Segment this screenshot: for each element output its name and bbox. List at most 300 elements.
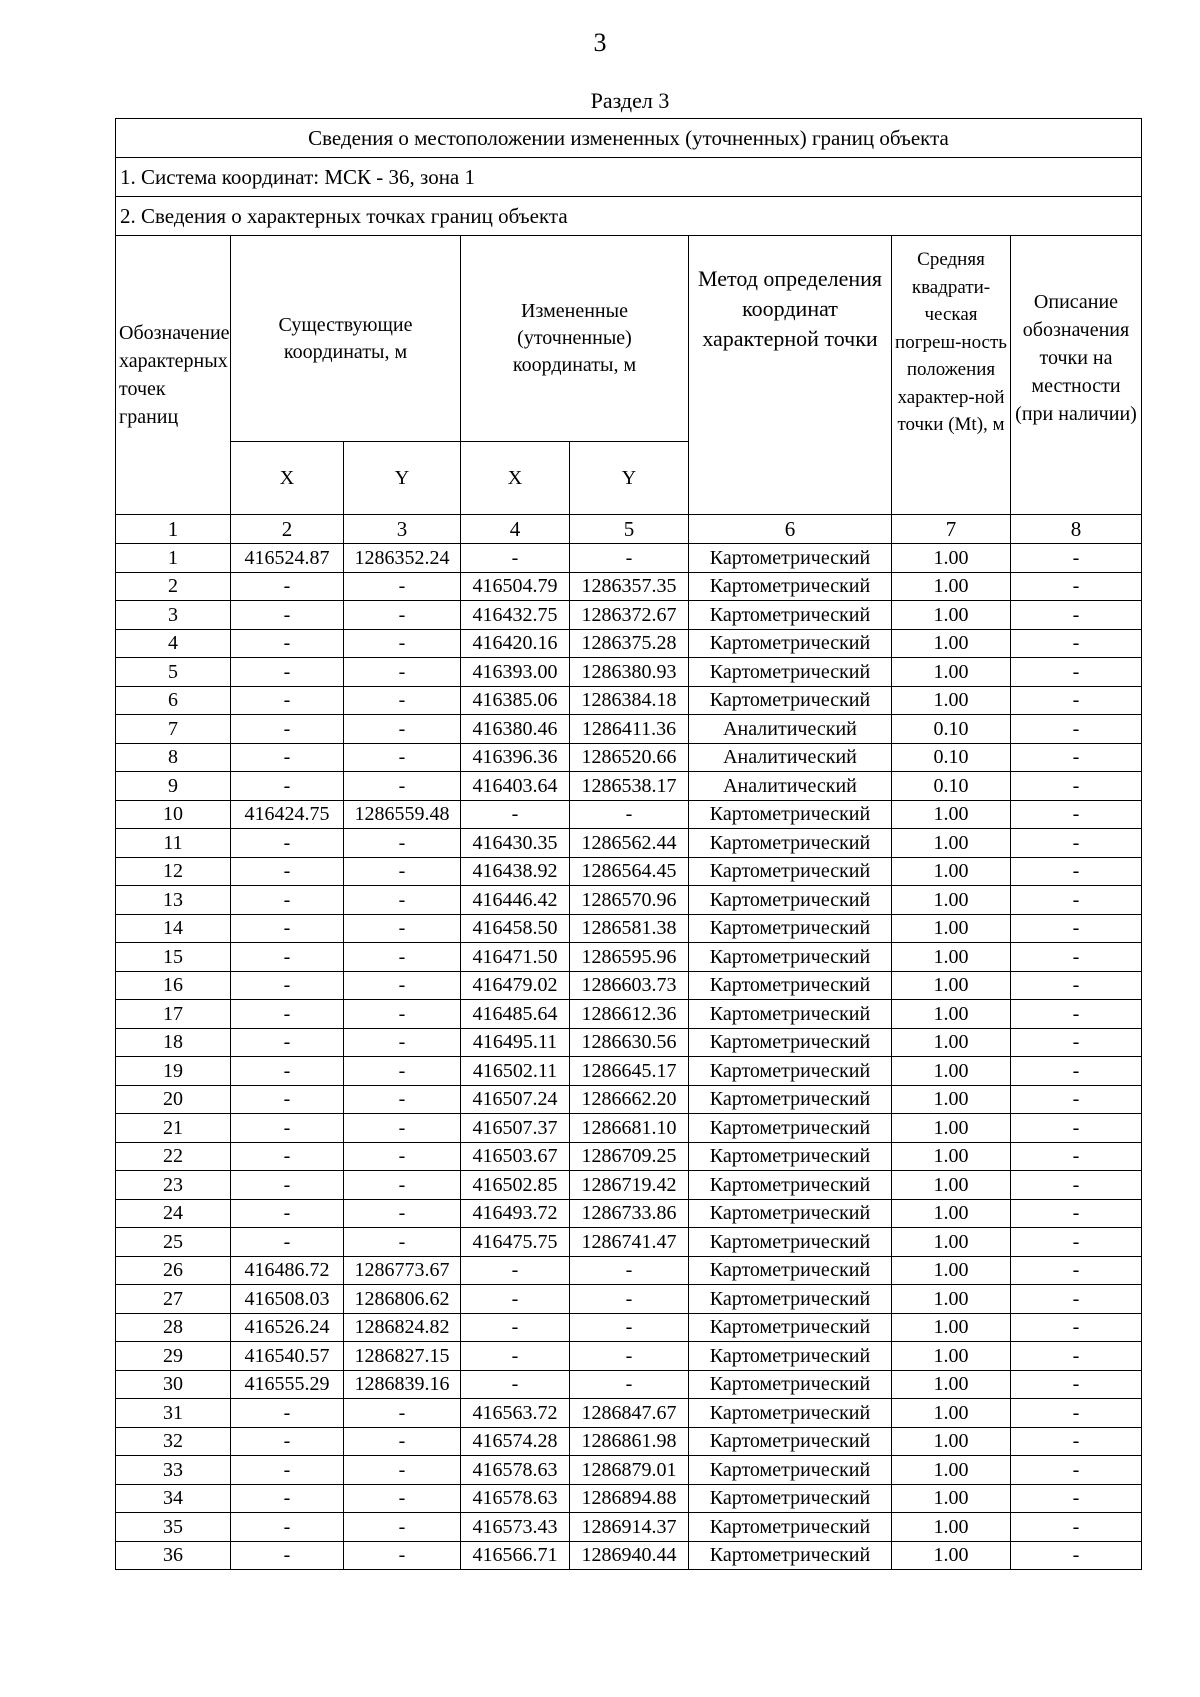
method-cell: Картометрический (689, 1199, 892, 1228)
table-row (116, 601, 1142, 630)
point-number-cell: 7 (116, 715, 231, 744)
description-cell: - (1011, 1513, 1142, 1542)
points-caption: 2. Сведения о характерных точках границ объекта (116, 197, 1142, 236)
changed-y-cell: 1286357.35 (570, 572, 689, 601)
existing-y-cell: - (344, 971, 461, 1000)
existing-x-cell: - (231, 1028, 344, 1057)
changed-x-cell: - (461, 544, 570, 573)
existing-y-cell: - (344, 658, 461, 687)
table-row (116, 1370, 1142, 1399)
changed-x-cell: 416420.16 (461, 629, 570, 658)
changed-y-cell: 1286612.36 (570, 1000, 689, 1029)
method-cell: Картометрический (689, 971, 892, 1000)
mt-value-cell: 1.00 (892, 1313, 1011, 1342)
changed-y-cell: 1286847.67 (570, 1399, 689, 1428)
changed-x-cell: 416438.92 (461, 857, 570, 886)
description-cell: - (1011, 601, 1142, 630)
changed-x-cell: 416446.42 (461, 886, 570, 915)
point-number-cell: 19 (116, 1057, 231, 1086)
point-number-cell: 16 (116, 971, 231, 1000)
mt-value-cell: 1.00 (892, 572, 1011, 601)
existing-y-cell: - (344, 1399, 461, 1428)
description-cell: - (1011, 629, 1142, 658)
existing-x-cell: - (231, 1057, 344, 1086)
method-cell: Картометрический (689, 1085, 892, 1114)
point-number-cell: 1 (116, 544, 231, 573)
changed-x-cell: 416507.24 (461, 1085, 570, 1114)
method-cell: Картометрический (689, 544, 892, 573)
existing-y-cell: - (344, 743, 461, 772)
mt-value-cell: 1.00 (892, 1228, 1011, 1257)
changed-x-cell: 416493.72 (461, 1199, 570, 1228)
description-cell: - (1011, 572, 1142, 601)
header-mt: Средняя квадрати-ческая погреш-ность положения характер-ной точки (Mt), м (892, 236, 1011, 515)
changed-x-cell: 416507.37 (461, 1114, 570, 1143)
method-cell: Картометрический (689, 658, 892, 687)
table-row (116, 800, 1142, 829)
changed-y-cell: 1286645.17 (570, 1057, 689, 1086)
page-number: 3 (593, 28, 607, 57)
changed-x-cell: - (461, 1370, 570, 1399)
existing-y-cell: 1286827.15 (344, 1342, 461, 1371)
method-cell: Картометрический (689, 1427, 892, 1456)
mt-value-cell: 1.00 (892, 886, 1011, 915)
mt-value-cell: 1.00 (892, 1171, 1011, 1200)
point-number-cell: 15 (116, 943, 231, 972)
description-cell: - (1011, 1114, 1142, 1143)
changed-x-cell: 416502.11 (461, 1057, 570, 1086)
column-number: 6 (689, 515, 892, 544)
existing-x-cell: 416508.03 (231, 1285, 344, 1314)
description-cell: - (1011, 544, 1142, 573)
existing-y-cell: 1286824.82 (344, 1313, 461, 1342)
changed-y-cell: 1286733.86 (570, 1199, 689, 1228)
point-number-cell: 3 (116, 601, 231, 630)
method-cell: Картометрический (689, 1513, 892, 1542)
changed-x-cell: 416479.02 (461, 971, 570, 1000)
existing-y-cell: - (344, 829, 461, 858)
table-row (116, 857, 1142, 886)
changed-x-cell: - (461, 800, 570, 829)
changed-x-cell: 416396.36 (461, 743, 570, 772)
existing-x-cell: - (231, 572, 344, 601)
changed-x-cell: - (461, 1256, 570, 1285)
existing-y-cell: - (344, 1085, 461, 1114)
changed-y-cell: 1286595.96 (570, 943, 689, 972)
method-cell: Картометрический (689, 601, 892, 630)
mt-value-cell: 0.10 (892, 743, 1011, 772)
table-row (116, 715, 1142, 744)
method-cell: Картометрический (689, 1000, 892, 1029)
existing-y-cell: - (344, 857, 461, 886)
mt-value-cell: 1.00 (892, 629, 1011, 658)
changed-x-cell: 416430.35 (461, 829, 570, 858)
changed-x-cell: 416504.79 (461, 572, 570, 601)
changed-y-cell: 1286581.38 (570, 914, 689, 943)
description-cell: - (1011, 658, 1142, 687)
existing-y-cell: - (344, 886, 461, 915)
mt-value-cell: 1.00 (892, 686, 1011, 715)
point-number-cell: 32 (116, 1427, 231, 1456)
point-number-cell: 12 (116, 857, 231, 886)
description-cell: - (1011, 1000, 1142, 1029)
existing-y-cell: - (344, 1000, 461, 1029)
description-cell: - (1011, 1456, 1142, 1485)
existing-y-cell: - (344, 1228, 461, 1257)
changed-y-cell: 1286384.18 (570, 686, 689, 715)
table-title: Сведения о местоположении измененных (уточненных) границ объекта (116, 119, 1142, 158)
existing-y-cell: - (344, 943, 461, 972)
existing-y-cell: - (344, 629, 461, 658)
point-number-cell: 13 (116, 886, 231, 915)
existing-y-cell: 1286559.48 (344, 800, 461, 829)
point-number-cell: 6 (116, 686, 231, 715)
existing-x-cell: - (231, 1142, 344, 1171)
changed-x-cell: 416471.50 (461, 943, 570, 972)
table-row (116, 1313, 1142, 1342)
changed-y-cell: 1286562.44 (570, 829, 689, 858)
method-cell: Картометрический (689, 943, 892, 972)
coord-system-caption: 1. Система координат: МСК - 36, зона 1 (116, 158, 1142, 197)
point-number-cell: 8 (116, 743, 231, 772)
description-cell: - (1011, 1142, 1142, 1171)
existing-y-cell: - (344, 1199, 461, 1228)
changed-y-cell: 1286894.88 (570, 1484, 689, 1513)
header-method: Метод определения координат характерной точки (689, 236, 892, 515)
existing-x-cell: - (231, 857, 344, 886)
changed-y-cell: - (570, 1256, 689, 1285)
changed-x-cell: 416495.11 (461, 1028, 570, 1057)
mt-value-cell: 1.00 (892, 800, 1011, 829)
header-existing-coords: Существующие координаты, м (231, 236, 461, 442)
description-cell: - (1011, 1342, 1142, 1371)
method-cell: Картометрический (689, 914, 892, 943)
changed-y-cell: 1286662.20 (570, 1085, 689, 1114)
point-number-cell: 11 (116, 829, 231, 858)
existing-x-cell: - (231, 1228, 344, 1257)
existing-x-cell: - (231, 1513, 344, 1542)
existing-x-cell: 416555.29 (231, 1370, 344, 1399)
method-cell: Картометрический (689, 886, 892, 915)
column-numbers-row (116, 515, 1142, 544)
table-row (116, 1541, 1142, 1570)
boundary-points-table (115, 118, 1142, 1570)
header-designation: Обозначение характерных точек границ (116, 236, 231, 515)
mt-value-cell: 1.00 (892, 544, 1011, 573)
description-cell: - (1011, 1484, 1142, 1513)
changed-x-cell: 416502.85 (461, 1171, 570, 1200)
mt-value-cell: 1.00 (892, 1342, 1011, 1371)
mt-value-cell: 1.00 (892, 1256, 1011, 1285)
description-cell: - (1011, 914, 1142, 943)
point-number-cell: 2 (116, 572, 231, 601)
point-number-cell: 31 (116, 1399, 231, 1428)
table-row (116, 1513, 1142, 1542)
existing-y-cell: - (344, 572, 461, 601)
existing-x-cell: - (231, 715, 344, 744)
table-row (116, 1199, 1142, 1228)
existing-x-cell: - (231, 1171, 344, 1200)
mt-value-cell: 1.00 (892, 1142, 1011, 1171)
changed-x-cell: 416503.67 (461, 1142, 570, 1171)
changed-x-cell: 416458.50 (461, 914, 570, 943)
description-cell: - (1011, 1228, 1142, 1257)
existing-x-cell: - (231, 772, 344, 801)
mt-value-cell: 1.00 (892, 1285, 1011, 1314)
changed-y-cell: - (570, 1285, 689, 1314)
mt-value-cell: 1.00 (892, 1484, 1011, 1513)
point-number-cell: 33 (116, 1456, 231, 1485)
description-cell: - (1011, 1399, 1142, 1428)
changed-y-cell: 1286914.37 (570, 1513, 689, 1542)
existing-y-cell: - (344, 601, 461, 630)
changed-x-cell: 416578.63 (461, 1456, 570, 1485)
description-cell: - (1011, 1057, 1142, 1086)
changed-y-cell: 1286375.28 (570, 629, 689, 658)
column-number: 1 (116, 515, 231, 544)
description-cell: - (1011, 1370, 1142, 1399)
existing-y-cell: - (344, 1028, 461, 1057)
mt-value-cell: 1.00 (892, 1513, 1011, 1542)
table-row (116, 544, 1142, 573)
column-number: 4 (461, 515, 570, 544)
changed-y-cell: 1286411.36 (570, 715, 689, 744)
mt-value-cell: 1.00 (892, 1085, 1011, 1114)
table-row (116, 1028, 1142, 1057)
mt-value-cell: 1.00 (892, 1399, 1011, 1428)
column-number: 5 (570, 515, 689, 544)
description-cell: - (1011, 1028, 1142, 1057)
changed-x-cell: 416563.72 (461, 1399, 570, 1428)
description-cell: - (1011, 686, 1142, 715)
existing-y-cell: 1286352.24 (344, 544, 461, 573)
point-number-cell: 18 (116, 1028, 231, 1057)
existing-x-cell: - (231, 886, 344, 915)
mt-value-cell: 0.10 (892, 715, 1011, 744)
changed-y-cell: 1286681.10 (570, 1114, 689, 1143)
table-row (116, 914, 1142, 943)
existing-y-cell: - (344, 1057, 461, 1086)
description-cell: - (1011, 1199, 1142, 1228)
table-row (116, 686, 1142, 715)
header-changed-coords: Измененные (уточненные) координаты, м (461, 236, 689, 442)
table-row (116, 629, 1142, 658)
point-number-cell: 20 (116, 1085, 231, 1114)
table-row (116, 1484, 1142, 1513)
point-number-cell: 25 (116, 1228, 231, 1257)
method-cell: Картометрический (689, 1456, 892, 1485)
point-number-cell: 4 (116, 629, 231, 658)
point-number-cell: 27 (116, 1285, 231, 1314)
point-number-cell: 17 (116, 1000, 231, 1029)
changed-x-cell: 416485.64 (461, 1000, 570, 1029)
changed-y-cell: - (570, 1342, 689, 1371)
changed-x-cell: 416403.64 (461, 772, 570, 801)
table-row (116, 1000, 1142, 1029)
description-cell: - (1011, 1256, 1142, 1285)
header-changed-x: X (461, 442, 570, 515)
table-row (116, 971, 1142, 1000)
method-cell: Картометрический (689, 1399, 892, 1428)
description-cell: - (1011, 943, 1142, 972)
changed-x-cell: 416578.63 (461, 1484, 570, 1513)
existing-x-cell: - (231, 686, 344, 715)
table-row (116, 1171, 1142, 1200)
point-number-cell: 21 (116, 1114, 231, 1143)
changed-y-cell: 1286940.44 (570, 1541, 689, 1570)
table-row (116, 1256, 1142, 1285)
method-cell: Картометрический (689, 1484, 892, 1513)
mt-value-cell: 1.00 (892, 1057, 1011, 1086)
changed-y-cell: 1286861.98 (570, 1427, 689, 1456)
header-description: Описание обозначения точки на местности (при наличии) (1011, 236, 1142, 515)
existing-x-cell: - (231, 1085, 344, 1114)
method-cell: Аналитический (689, 715, 892, 744)
header-existing-y: Y (344, 442, 461, 515)
existing-x-cell: - (231, 1114, 344, 1143)
existing-y-cell: - (344, 1427, 461, 1456)
mt-value-cell: 1.00 (892, 1427, 1011, 1456)
method-cell: Аналитический (689, 772, 892, 801)
mt-value-cell: 0.10 (892, 772, 1011, 801)
mt-value-cell: 1.00 (892, 1114, 1011, 1143)
changed-x-cell: - (461, 1342, 570, 1371)
point-number-cell: 5 (116, 658, 231, 687)
description-cell: - (1011, 1171, 1142, 1200)
method-cell: Картометрический (689, 1114, 892, 1143)
changed-x-cell: 416380.46 (461, 715, 570, 744)
table-row (116, 1114, 1142, 1143)
table-row (116, 1142, 1142, 1171)
column-number: 8 (1011, 515, 1142, 544)
existing-x-cell: - (231, 1456, 344, 1485)
description-cell: - (1011, 1285, 1142, 1314)
existing-x-cell: 416540.57 (231, 1342, 344, 1371)
existing-x-cell: - (231, 1199, 344, 1228)
method-cell: Картометрический (689, 1028, 892, 1057)
changed-x-cell: 416393.00 (461, 658, 570, 687)
existing-y-cell: - (344, 1142, 461, 1171)
point-number-cell: 28 (116, 1313, 231, 1342)
changed-x-cell: 416475.75 (461, 1228, 570, 1257)
description-cell: - (1011, 886, 1142, 915)
existing-y-cell: 1286839.16 (344, 1370, 461, 1399)
changed-x-cell: 416385.06 (461, 686, 570, 715)
mt-value-cell: 1.00 (892, 1541, 1011, 1570)
changed-y-cell: - (570, 800, 689, 829)
existing-x-cell: - (231, 943, 344, 972)
description-cell: - (1011, 715, 1142, 744)
changed-y-cell: 1286564.45 (570, 857, 689, 886)
existing-y-cell: - (344, 1513, 461, 1542)
changed-x-cell: 416432.75 (461, 601, 570, 630)
existing-y-cell: - (344, 1456, 461, 1485)
changed-y-cell: 1286741.47 (570, 1228, 689, 1257)
existing-y-cell: - (344, 1484, 461, 1513)
changed-y-cell: - (570, 1313, 689, 1342)
changed-y-cell: - (570, 1370, 689, 1399)
existing-x-cell: - (231, 1399, 344, 1428)
table-row (116, 1399, 1142, 1428)
description-cell: - (1011, 1541, 1142, 1570)
section-title: Раздел 3 (590, 88, 670, 113)
description-cell: - (1011, 1085, 1142, 1114)
mt-value-cell: 1.00 (892, 857, 1011, 886)
method-cell: Картометрический (689, 829, 892, 858)
table-row (116, 1342, 1142, 1371)
point-number-cell: 26 (116, 1256, 231, 1285)
method-cell: Картометрический (689, 1342, 892, 1371)
existing-x-cell: - (231, 971, 344, 1000)
existing-x-cell: - (231, 629, 344, 658)
mt-value-cell: 1.00 (892, 1000, 1011, 1029)
column-number: 7 (892, 515, 1011, 544)
table-row (116, 572, 1142, 601)
existing-y-cell: - (344, 686, 461, 715)
table-row (116, 943, 1142, 972)
column-number: 2 (231, 515, 344, 544)
existing-x-cell: - (231, 1427, 344, 1456)
table-row (116, 829, 1142, 858)
mt-value-cell: 1.00 (892, 1028, 1011, 1057)
table-row (116, 1285, 1142, 1314)
method-cell: Картометрический (689, 629, 892, 658)
existing-x-cell: - (231, 1484, 344, 1513)
mt-value-cell: 1.00 (892, 1199, 1011, 1228)
existing-x-cell: - (231, 658, 344, 687)
method-cell: Картометрический (689, 857, 892, 886)
existing-x-cell: - (231, 1000, 344, 1029)
changed-y-cell: 1286372.67 (570, 601, 689, 630)
changed-x-cell: 416566.71 (461, 1541, 570, 1570)
changed-x-cell: 416573.43 (461, 1513, 570, 1542)
method-cell: Картометрический (689, 1228, 892, 1257)
description-cell: - (1011, 800, 1142, 829)
description-cell: - (1011, 971, 1142, 1000)
point-number-cell: 29 (116, 1342, 231, 1371)
header-changed-y: Y (570, 442, 689, 515)
changed-y-cell: 1286709.25 (570, 1142, 689, 1171)
mt-value-cell: 1.00 (892, 943, 1011, 972)
mt-value-cell: 1.00 (892, 658, 1011, 687)
existing-y-cell: - (344, 772, 461, 801)
column-number: 3 (344, 515, 461, 544)
point-number-cell: 24 (116, 1199, 231, 1228)
changed-y-cell: 1286570.96 (570, 886, 689, 915)
table-row (116, 743, 1142, 772)
table-row (116, 1456, 1142, 1485)
table-row (116, 658, 1142, 687)
changed-y-cell: 1286380.93 (570, 658, 689, 687)
existing-x-cell: - (231, 743, 344, 772)
point-number-cell: 22 (116, 1142, 231, 1171)
method-cell: Картометрический (689, 1142, 892, 1171)
mt-value-cell: 1.00 (892, 1456, 1011, 1485)
changed-y-cell: - (570, 544, 689, 573)
method-cell: Картометрический (689, 686, 892, 715)
existing-y-cell: - (344, 1541, 461, 1570)
method-cell: Аналитический (689, 743, 892, 772)
description-cell: - (1011, 772, 1142, 801)
existing-x-cell: 416524.87 (231, 544, 344, 573)
method-cell: Картометрический (689, 1057, 892, 1086)
method-cell: Картометрический (689, 800, 892, 829)
changed-y-cell: 1286538.17 (570, 772, 689, 801)
changed-y-cell: 1286630.56 (570, 1028, 689, 1057)
mt-value-cell: 1.00 (892, 1370, 1011, 1399)
point-number-cell: 9 (116, 772, 231, 801)
table-row (116, 1085, 1142, 1114)
